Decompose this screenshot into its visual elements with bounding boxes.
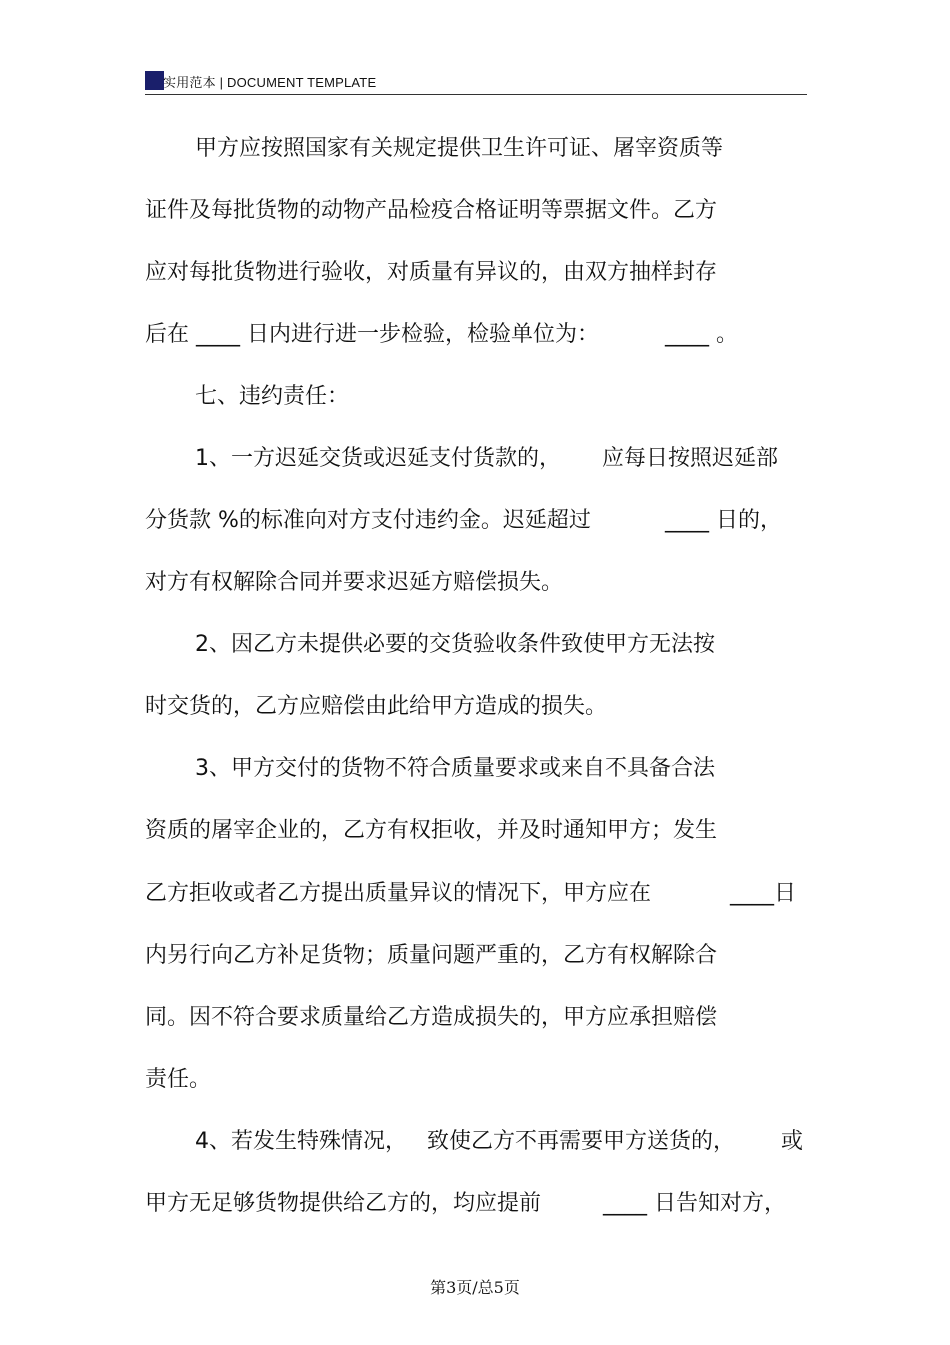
text-segment: 内另行向乙方补足货物；质量问题严重的，乙方有权解除合 [145,943,718,968]
document-header [145,70,807,95]
text-segment: ____ 日告知对方， [603,1191,786,1216]
text-segment: 或 [781,1129,804,1154]
brand-logo-icon [145,71,164,90]
text-segment: 4、若发生特殊情况， [195,1129,407,1154]
text-segment: 对方有权解除合同并要求迟延方赔偿损失。 [145,570,564,595]
header-subtitle: DOCUMENT TEMPLATE [227,75,377,90]
text-segment: 同。因不符合要求质量给乙方造成损失的，甲方应承担赔偿 [145,1005,718,1030]
page-number: 第3页/总5页 [430,1278,520,1297]
text-segment: ____ 。 [665,322,738,347]
text-segment: ____ 日的， [665,508,782,533]
text-segment: 时交货的，乙方应赔偿由此给甲方造成的损失。 [145,694,608,719]
text-segment: 3、甲方交付的货物不符合质量要求或来自不具备合法 [195,756,715,781]
header-brand: 实用范本 [163,75,216,90]
text-segment: 1、一方迟延交货或迟延支付货款的， [195,446,561,471]
header-separator: | [219,75,224,90]
header-text [163,72,376,91]
text-segment: 乙方拒收或者乙方提出质量异议的情况下，甲方应在 [145,881,652,906]
text-segment: 证件及每批货物的动物产品检疫合格证明等票据文件。乙方 [145,198,718,223]
text-segment: 应对每批货物进行验收，对质量有异议的，由双方抽样封存 [145,260,718,285]
text-segment: 分货款 %的标准向对方支付违约金。迟延超过 [145,508,591,533]
text-segment: 应每日按照迟延部 [602,446,779,471]
text-segment: 致使乙方不再需要甲方送货的， [427,1129,736,1154]
text-segment: 甲方无足够货物提供给乙方的，均应提前 [145,1191,542,1216]
text-segment: 甲方应按照国家有关规定提供卫生许可证、屠宰资质等 [195,136,724,161]
text-segment: 2、因乙方未提供必要的交货验收条件致使甲方无法按 [195,632,715,657]
text-segment: 资质的屠宰企业的，乙方有权拒收，并及时通知甲方；发生 [145,818,718,843]
text-segment: ____日 [730,881,797,906]
section-heading: 七、违约责任： [195,384,350,409]
text-segment: 责任。 [145,1067,212,1092]
text-segment: 后在 ____ 日内进行进一步检验，检验单位为： [145,322,599,347]
